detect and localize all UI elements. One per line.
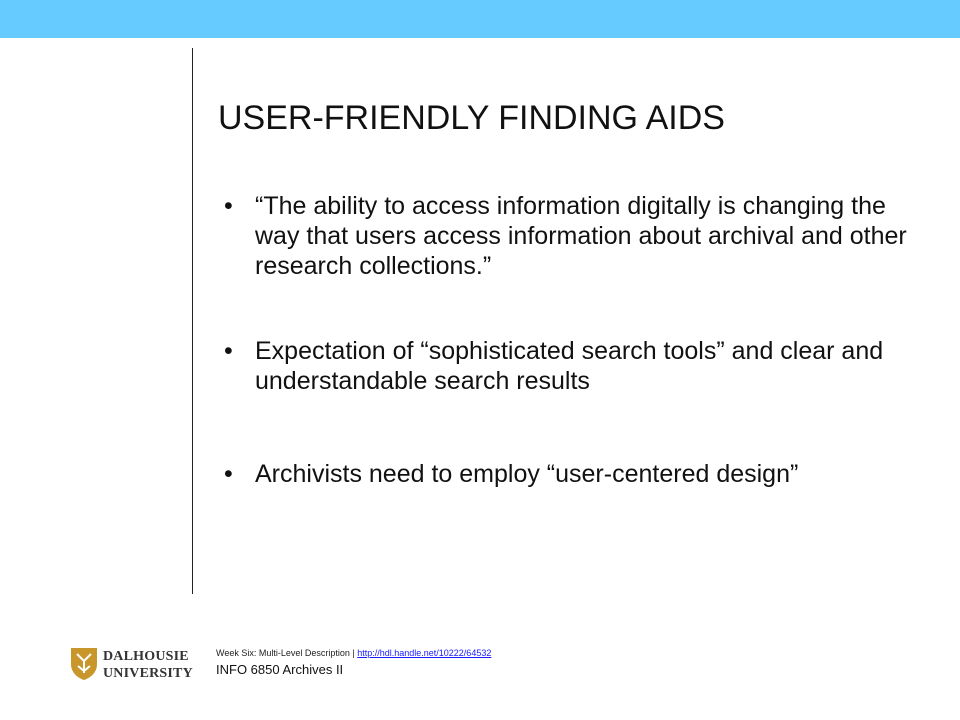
- handle-link[interactable]: http://hdl.handle.net/10222/64532: [357, 648, 492, 658]
- bullet-marker: •: [224, 337, 233, 365]
- logo-wordmark: [103, 648, 193, 682]
- vertical-divider: [192, 48, 193, 594]
- top-accent-bar: [0, 0, 960, 38]
- bullet-marker: •: [224, 460, 233, 488]
- bullet-item-3: [218, 459, 918, 489]
- logo-line-1: DALHOUSIE: [103, 649, 189, 664]
- slide-footer: [216, 647, 716, 679]
- logo-line-2: UNIVERSITY: [103, 666, 193, 681]
- bullet-text: “The ability to access information digitally is changing the way that users access information about archival and other research collections.”: [255, 192, 907, 280]
- footer-description: Week Six: Multi-Level Description |: [216, 648, 358, 658]
- bullet-text: Archivists need to employ “user-centered design”: [255, 460, 799, 488]
- dalhousie-shield-icon: [70, 647, 98, 681]
- bullet-text: Expectation of “sophisticated search tools” and clear and understandable search results: [255, 337, 884, 395]
- course-name: INFO 6850 Archives II: [216, 662, 344, 677]
- slide-title: USER-FRIENDLY FINDING AIDS: [218, 99, 725, 137]
- bullet-item-1: [218, 191, 918, 281]
- bullet-item-2: [218, 336, 918, 396]
- bullet-marker: •: [224, 192, 233, 220]
- dalhousie-logo: [70, 645, 200, 687]
- bullet-list: [218, 191, 918, 489]
- footer-source: [216, 647, 716, 659]
